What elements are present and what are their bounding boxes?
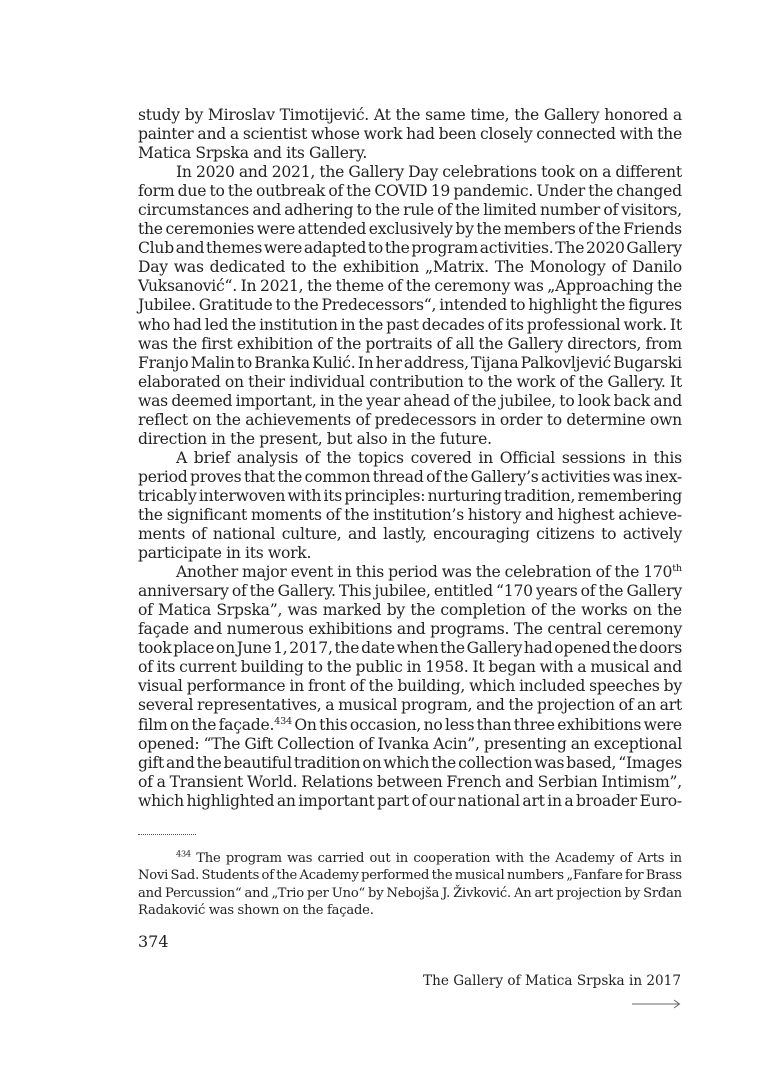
footnote-line: $^{434}$ The program was carried out in cooperation with the Academy of Arts in	[176, 848, 682, 866]
text-line: direction in the present, but also in the future.	[138, 429, 492, 448]
text-line: participate in its work.	[138, 544, 312, 563]
text-line: which highlighted an important part of our national art in a broader Euro-	[138, 791, 682, 810]
text-line: took place on June 1, 2017, the date when the Gallery had opened the doors	[138, 639, 682, 658]
text-line: several representatives, a musical program, and the projection of an art	[138, 696, 682, 715]
text-line: tricably interwoven with its principles: nurturing tradition, remembering	[138, 486, 682, 505]
footnote-line: Radaković was shown on the façade.	[138, 903, 374, 919]
text-line: Day was dedicated to the exhibition „Matrix. The Monology of Danilo	[138, 258, 682, 277]
text-line: gift and the beautiful tradition on which the collection was based, “Images	[138, 753, 682, 772]
text-line: the ceremonies were attended exclusively by the members of the Friends	[138, 220, 682, 239]
text-line: anniversary of the Gallery. This jubilee, entitled “170 years of the Gallery	[138, 582, 682, 601]
text-line: Another major event in this period was the celebration of the 170th	[176, 562, 682, 582]
page-number: 374	[138, 932, 169, 951]
text-line: Franjo Malin to Branka Kulić. In her address, Tijana Palkovljević Bugarski	[138, 353, 682, 372]
text-line: was deemed important, in the year ahead of the jubilee, to look back and	[138, 391, 682, 410]
arrow-right-icon	[632, 998, 682, 1010]
text-line: of Matica Srpska”, was marked by the completion of the works on the	[138, 601, 682, 620]
text-line: of its current building to the public in 1958. It began with a musical and	[138, 658, 682, 677]
text-line: circumstances and adhering to the rule of the limited number of visitors,	[138, 201, 682, 220]
text-line: visual performance in front of the building, which included speeches by	[138, 677, 682, 696]
text-line: Jubilee. Gratitude to the Predecessors“, intended to highlight the figures	[138, 296, 682, 315]
text-line: who had led the institution in the past decades of its professional work. It	[138, 315, 682, 334]
text-line: Club and themes were adapted to the program activities. The 2020 Gallery	[138, 239, 682, 258]
running-footer: The Gallery of Matica Srpska in 2017	[423, 973, 681, 989]
footnote-line: Novi Sad. Students of the Academy performed the musical numbers „Fanfare for Brass	[138, 868, 682, 884]
text-line: Matica Srpska and its Gallery.	[138, 144, 368, 163]
footnote-separator	[138, 834, 196, 835]
text-line: film on the façade.$^{434}$ On this occasion, no less than three exhibitions were	[138, 715, 682, 734]
text-line: painter and a scientist whose work had been closely connected with the	[138, 125, 682, 144]
text-line: was the first exhibition of the portraits of all the Gallery directors, from	[138, 334, 682, 353]
text-line: reflect on the achievements of predecessors in order to determine own	[138, 410, 682, 429]
text-line: the significant moments of the institution’s history and highest achieve-	[138, 505, 682, 524]
text-line: opened: “The Gift Collection of Ivanka Acin”, presenting an exceptional	[138, 734, 682, 753]
text-line: Vuksanović“. In 2021, the theme of the ceremony was „Approaching the	[138, 277, 682, 296]
text-line: ments of national culture, and lastly, encouraging citizens to actively	[138, 525, 682, 544]
text-line: elaborated on their individual contribution to the work of the Gallery. It	[138, 372, 682, 391]
footnote	[138, 850, 682, 920]
text-line: In 2020 and 2021, the Gallery Day celebrations took on a different	[176, 163, 682, 182]
text-line: façade and numerous exhibitions and programs. The central ceremony	[138, 620, 682, 639]
text-line: of a Transient World. Relations between French and Serbian Intimism”,	[138, 772, 682, 791]
text-line: A brief analysis of the topics covered in Official sessions in this	[176, 448, 682, 467]
text-line: study by Miroslav Timotijević. At the same time, the Gallery honored a	[138, 106, 682, 124]
text-line: form due to the outbreak of the COVID 19 pandemic. Under the changed	[138, 182, 682, 201]
text-line: period proves that the common thread of the Gallery’s activities was inex-	[138, 467, 682, 486]
footnote-line: and Percussion“ and „Trio per Uno“ by Nebojša J. Živković. An art projection by Srđan	[138, 885, 682, 901]
body-text	[138, 106, 682, 811]
